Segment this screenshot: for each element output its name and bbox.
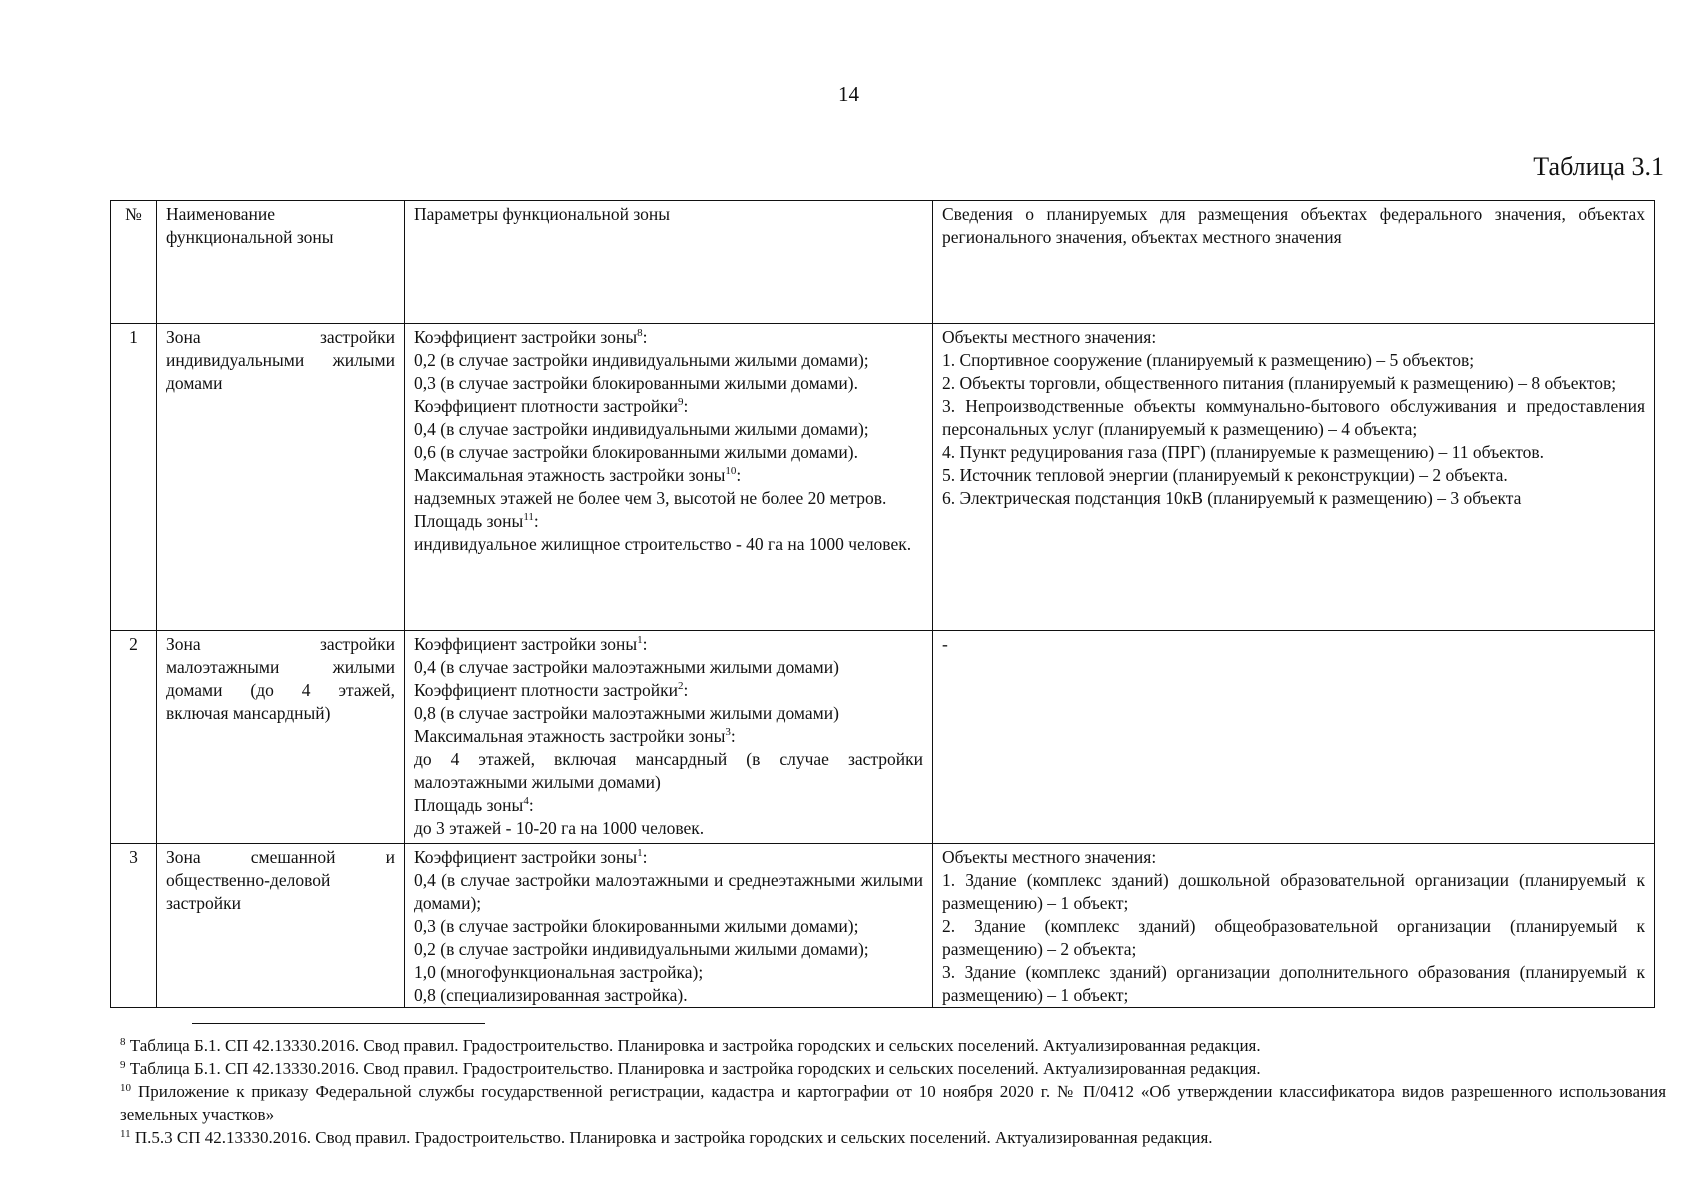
parameter-line: [414, 794, 923, 817]
table-header-row: [111, 201, 1655, 324]
parameter-line: [414, 846, 923, 869]
planned-object-item: 2. Объекты торговли, общественного питания (планируемый к размещению) – 8 объектов;: [942, 373, 1617, 393]
planned-object-item: Объекты местного значения:: [942, 847, 1157, 867]
parameter-text: Коэффициент плотности застройки: [414, 396, 679, 416]
header-zone-params: Параметры функциональной зоны: [405, 201, 933, 324]
zones-table: [110, 200, 1655, 1008]
footnote-ref: 10: [725, 465, 737, 477]
footnote-mark: 8: [120, 1036, 126, 1048]
parameter-line: [414, 487, 923, 510]
footnote: [120, 1126, 1666, 1149]
parameter-line: [414, 725, 923, 748]
footnote-ref: 1: [637, 634, 643, 646]
parameter-suffix: :: [683, 396, 689, 416]
parameter-text: до 3 этажей - 10-20 га на 1000 человек.: [414, 818, 705, 838]
parameter-line: [414, 395, 923, 418]
parameter-text: Максимальная этажность застройки зоны: [414, 465, 726, 485]
planned-object-item: Объекты местного значения:: [942, 327, 1157, 347]
parameter-line: [414, 961, 923, 984]
footnote-mark: 11: [120, 1128, 131, 1140]
parameter-line: [414, 984, 923, 1007]
parameter-line: [414, 656, 923, 679]
parameter-suffix: :: [528, 795, 534, 815]
parameter-suffix: :: [533, 511, 539, 531]
parameter-text: 0,4 (в случае застройки малоэтажными и среднеэтажными жилыми домами);: [414, 870, 923, 913]
zone-number: 1: [111, 324, 157, 631]
footnote-ref: 4: [523, 795, 529, 807]
parameter-line: [414, 326, 923, 349]
parameter-text: Коэффициент застройки зоны: [414, 634, 638, 654]
parameter-text: 0,8 (специализированная застройка).: [414, 985, 688, 1005]
zone-name-line: малоэтажными жилыми: [166, 657, 395, 677]
zone-parameters: [405, 631, 933, 844]
footnote-mark: 10: [120, 1082, 131, 1094]
table-row: [111, 324, 1655, 631]
parameter-text: 0,3 (в случае застройки блокированными жилыми домами);: [414, 916, 859, 936]
zone-number: 2: [111, 631, 157, 844]
header-planned-objects: Сведения о планируемых для размещения объектах федерального значения, объектах регионального значения, объектах местного значения: [933, 201, 1655, 324]
parameter-suffix: :: [683, 680, 689, 700]
footnote-ref: 11: [523, 511, 534, 523]
parameter-line: [414, 418, 923, 441]
parameter-text: 0,3 (в случае застройки блокированными жилыми домами).: [414, 373, 858, 393]
parameter-text: Коэффициент застройки зоны: [414, 327, 638, 347]
parameter-text: до 4 этажей, включая мансардный (в случае застройки малоэтажными жилыми домами): [414, 749, 923, 792]
parameter-text: 0,6 (в случае застройки блокированными жилыми домами).: [414, 442, 858, 462]
planned-object-item: 3. Здание (комплекс зданий) организации дополнительного образования (планируемый к размещению) – 1 объект;: [942, 962, 1645, 1005]
parameter-line: [414, 869, 923, 915]
footnote: [120, 1080, 1666, 1126]
parameter-text: 0,2 (в случае застройки индивидуальными жилыми домами);: [414, 939, 869, 959]
table-row: [111, 844, 1655, 1008]
parameter-text: Площадь зоны: [414, 511, 524, 531]
parameter-text: Коэффициент плотности застройки: [414, 680, 679, 700]
zone-name-line: общественно-деловой: [166, 870, 331, 890]
parameter-text: индивидуальное жилищное строительство - 40 га на 1000 человек.: [414, 534, 912, 554]
parameter-line: [414, 464, 923, 487]
footnote-text: Таблица Б.1. СП 42.13330.2016. Свод правил. Градостроительство. Планировка и застройка городских и сельских поселений. Актуализированная редакция.: [129, 1059, 1261, 1078]
planned-object-item: -: [942, 634, 948, 654]
parameter-text: Площадь зоны: [414, 795, 524, 815]
parameter-line: [414, 633, 923, 656]
parameter-text: 0,4 (в случае застройки индивидуальными жилыми домами);: [414, 419, 869, 439]
zone-name-line: Зона смешанной и: [166, 847, 395, 867]
zone-name-line: домами: [166, 373, 223, 393]
parameter-line: [414, 441, 923, 464]
parameter-suffix: :: [736, 465, 742, 485]
planned-object-item: 2. Здание (комплекс зданий) общеобразовательной организации (планируемый к размещению) – 2 объекта;: [942, 916, 1645, 959]
parameter-suffix: :: [642, 327, 648, 347]
zone-name-line: домами (до 4 этажей,: [166, 680, 395, 700]
planned-object-item: 6. Электрическая подстанция 10кВ (планируемый к размещению) – 3 объекта: [942, 488, 1522, 508]
table-row: [111, 631, 1655, 844]
parameter-line: [414, 702, 923, 725]
header-num: №: [111, 201, 157, 324]
planned-object-item: 5. Источник тепловой энергии (планируемый к реконструкции) – 2 объекта.: [942, 465, 1508, 485]
parameter-line: [414, 748, 923, 794]
parameter-suffix: :: [642, 847, 648, 867]
footnote: [120, 1034, 1666, 1057]
zone-name: [157, 324, 405, 631]
parameter-line: [414, 915, 923, 938]
footnote-mark: 9: [120, 1059, 126, 1071]
parameter-line: [414, 938, 923, 961]
parameter-text: надземных этажей не более чем 3, высотой не более 20 метров.: [414, 488, 887, 508]
parameter-line: [414, 817, 923, 840]
zone-name-line: индивидуальными жилыми: [166, 350, 395, 370]
parameter-text: 0,8 (в случае застройки малоэтажными жилыми домами): [414, 703, 839, 723]
planned-objects: [933, 324, 1655, 631]
parameter-suffix: :: [642, 634, 648, 654]
parameter-text: Коэффициент застройки зоны: [414, 847, 638, 867]
parameter-text: 0,4 (в случае застройки малоэтажными жилыми домами): [414, 657, 839, 677]
footnote: [120, 1057, 1666, 1080]
zone-name-line: включая мансардный): [166, 703, 331, 723]
planned-object-item: 4. Пункт редуцирования газа (ПРГ) (планируемые к размещению) – 11 объектов.: [942, 442, 1545, 462]
planned-objects: [933, 631, 1655, 844]
footnotes: [120, 1034, 1666, 1149]
footnote-text: Приложение к приказу Федеральной службы государственной регистрации, кадастра и картографии от 10 ноября 2020 г. № П/0412 «Об утверждении классификатора видов разрешенного использования земельных участков»: [120, 1082, 1667, 1124]
footnote-ref: 9: [678, 396, 684, 408]
zone-parameters: [405, 324, 933, 631]
zone-number: 3: [111, 844, 157, 1008]
parameter-text: Максимальная этажность застройки зоны: [414, 726, 726, 746]
parameter-text: 0,2 (в случае застройки индивидуальными жилыми домами);: [414, 350, 869, 370]
zone-name-line: Зона застройки: [166, 634, 395, 654]
parameter-line: [414, 533, 923, 556]
planned-objects: [933, 844, 1655, 1008]
parameter-line: [414, 679, 923, 702]
zone-name-line: застройки: [166, 893, 242, 913]
table-title: Таблица 3.1: [1533, 152, 1664, 181]
page-number: 14: [838, 82, 859, 106]
zone-name: [157, 631, 405, 844]
footnote-ref: 8: [637, 327, 643, 339]
zone-name: [157, 844, 405, 1008]
parameter-line: [414, 349, 923, 372]
planned-object-item: 1. Спортивное сооружение (планируемый к размещению) – 5 объектов;: [942, 350, 1475, 370]
planned-object-item: 3. Непроизводственные объекты коммунально-бытового обслуживания и предоставления персональных услуг (планируемый к размещению) – 4 объекта;: [942, 396, 1645, 439]
footnote-text: П.5.3 СП 42.13330.2016. Свод правил. Градостроительство. Планировка и застройка городских и сельских поселений. Актуализированная редакция.: [134, 1128, 1213, 1147]
planned-object-item: 1. Здание (комплекс зданий) дошкольной образовательной организации (планируемый к размещению) – 1 объект;: [942, 870, 1645, 913]
zone-parameters: [405, 844, 933, 1008]
zone-name-line: Зона застройки: [166, 327, 395, 347]
footnote-separator: [192, 1023, 485, 1024]
parameter-line: [414, 510, 923, 533]
parameter-line: [414, 372, 923, 395]
footnote-ref: 2: [678, 680, 684, 692]
header-zone-name: Наименование функциональной зоны: [157, 201, 405, 324]
parameter-text: 1,0 (многофункциональная застройка);: [414, 962, 704, 982]
footnote-text: Таблица Б.1. СП 42.13330.2016. Свод правил. Градостроительство. Планировка и застройка городских и сельских поселений. Актуализированная редакция.: [129, 1036, 1261, 1055]
footnote-ref: 1: [637, 847, 643, 859]
footnote-ref: 3: [725, 726, 731, 738]
parameter-suffix: :: [730, 726, 736, 746]
